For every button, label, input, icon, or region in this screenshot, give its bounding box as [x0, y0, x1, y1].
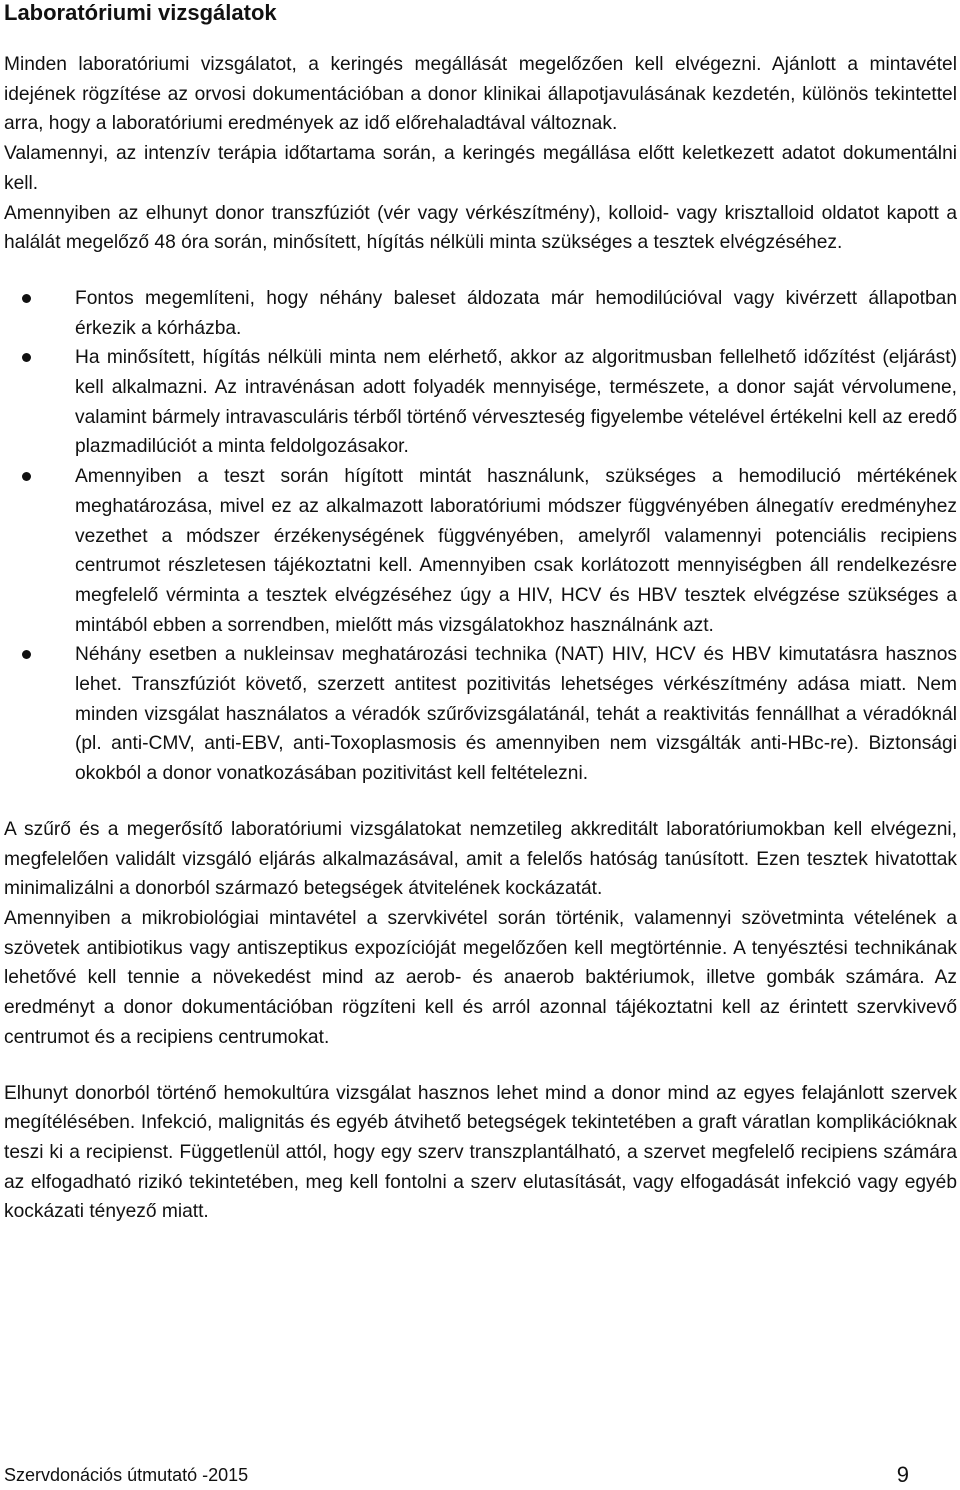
- bullet-item: [4, 462, 957, 640]
- bullet-dot-icon: [22, 472, 31, 481]
- body-paragraph: Amennyiben a mikrobiológiai mintavétel a szervkivétel során történik, valamennyi szövetminta vételének a szövetek antibiotikus vagy antiszeptikus expozícióját megelőzően kell megtörténnie. A tenyésztési technikának lehetővé kell tennie a növekedést mind az aerob- és anaerob baktériumok, illetve gombák számára. Az eredményt a donor dokumentációban rögzíteni kell és arról azonnal tájékoztatni kell az érintett szervkivevő centrumot és a recipiens centrumokat.: [4, 907, 957, 1048]
- footer-page-number: 9: [896, 1462, 909, 1487]
- bullet-text: Ha minősített, hígítás nélküli minta nem elérhető, akkor az algoritmusban fellelhető időzítést (eljárást) kell alkalmazni. Az intravénásan adott folyadék mennyisége, természete, a donor saját vérvolumene, valamint bármely intravasculáris térből történő vérveszteség figyelembe vételével értékelni kell az eredő plazmadilúciót a minta feldolgozásakor.: [75, 347, 957, 458]
- spacer: [4, 1053, 957, 1079]
- intro-paragraph: Minden laboratóriumi vizsgálatot, a keringés megállását megelőzően kell elvégezni. Ajánlott a mintavétel idejének rögzítése az orvosi dokumentációban a donor klinikai állapotjavulásának kezdetén, különös tekintettel arra, hogy a laboratóriumi eredmények az idő előrehaladtával változnak.: [4, 54, 957, 135]
- bullet-text: Fontos megemlíteni, hogy néhány baleset áldozata már hemodilúcióval vagy kivérzett állapotban érkezik a kórházba.: [75, 287, 957, 339]
- bullet-dot-icon: [22, 353, 31, 362]
- bullet-item: [4, 284, 957, 343]
- bullet-dot-icon: [22, 650, 31, 659]
- bullet-text: Amennyiben a teszt során hígított mintát használunk, szükséges a hemodilució mértékének meghatározása, mivel ez az alkalmazott laboratóriumi módszer függvényében álnegatív eredményhez vezethet a módszer érzékenységének függvényében, amelyről valamennyi potenciális recipiens centrumot részletesen tájékoztatni kell. Amennyiben csak korlátozott mennyiségben áll rendelkezésre megfelelő vérminta a tesztek elvégzéséhez úgy a HIV, HCV és HBV tesztek elvégzése szükséges a mintából ebben a sorrendben, mielőtt más vizsgálatokhoz használnánk azt.: [75, 466, 957, 636]
- bullet-list: [4, 284, 957, 789]
- bullet-text: Néhány esetben a nukleinsav meghatározási technika (NAT) HIV, HCV és HBV kimutatásra hasznos lehet. Transzfúziót követő, szerzett antitest pozitivitás lehetséges vérkészítmény adása miatt. Nem minden vizsgálat használatos a véradók szűrővizsgálatánál, tehát a reaktivitás fennállhat a véradóknál (pl. anti-CMV, anti-EBV, anti-Toxoplasmosis és amennyiben nem vizsgálták anti-HBc-re). Biztonsági okokból a donor vonatkozásában pozitivitást kell feltételezni.: [75, 644, 957, 785]
- body-paragraph: Elhunyt donorból történő hemokultúra vizsgálat hasznos lehet mind a donor mind az egyes felajánlott szervek megítélésében. Infekció, malignitás és egyéb átvihető betegségek tekintetében a graft váratlan komplikációknak teszi ki a recipienst. Függetlenül attól, hogy egy szerv transzplantálható, a szervet megfelelő recipiens számára az elfogadható rizikó tekintetében, meg kell fontolni a szerv elutasítását, vagy elfogadását infekció vagy egyéb kockázati tényező miatt.: [4, 1082, 957, 1223]
- document-page: [4, 0, 957, 1227]
- footer-document-title: Szervdonációs útmutató -2015: [4, 1465, 249, 1485]
- intro-paragraph: Amennyiben az elhunyt donor transzfúziót (vér vagy vérkészítmény), kolloid- vagy krisztalloid oldatot kapott a halálát megelőző 48 óra során, minősített, hígítás nélküli minta szükséges a tesztek elvégzéséhez.: [4, 202, 957, 254]
- bullet-item: [4, 640, 957, 789]
- body-paragraph: A szűrő és a megerősítő laboratóriumi vizsgálatokat nemzetileg akkreditált laboratóriumokban kell elvégezni, megfelelően validált vizsgáló eljárás alkalmazásával, amit a felelős hatóság tanúsított. Ezen tesztek hivatottak minimalizálni a donorból származó betegségek átvitelének kockázatát.: [4, 818, 957, 900]
- bullet-item: [4, 343, 957, 462]
- intro-paragraph: Valamennyi, az intenzív terápia időtartama során, a keringés megállása előtt keletkezett adatot dokumentálni kell.: [4, 143, 957, 194]
- spacer: [4, 789, 957, 815]
- section-heading: Laboratóriumi vizsgálatok: [4, 0, 277, 25]
- spacer: [4, 26, 957, 50]
- spacer: [4, 258, 957, 284]
- bullet-dot-icon: [22, 294, 31, 303]
